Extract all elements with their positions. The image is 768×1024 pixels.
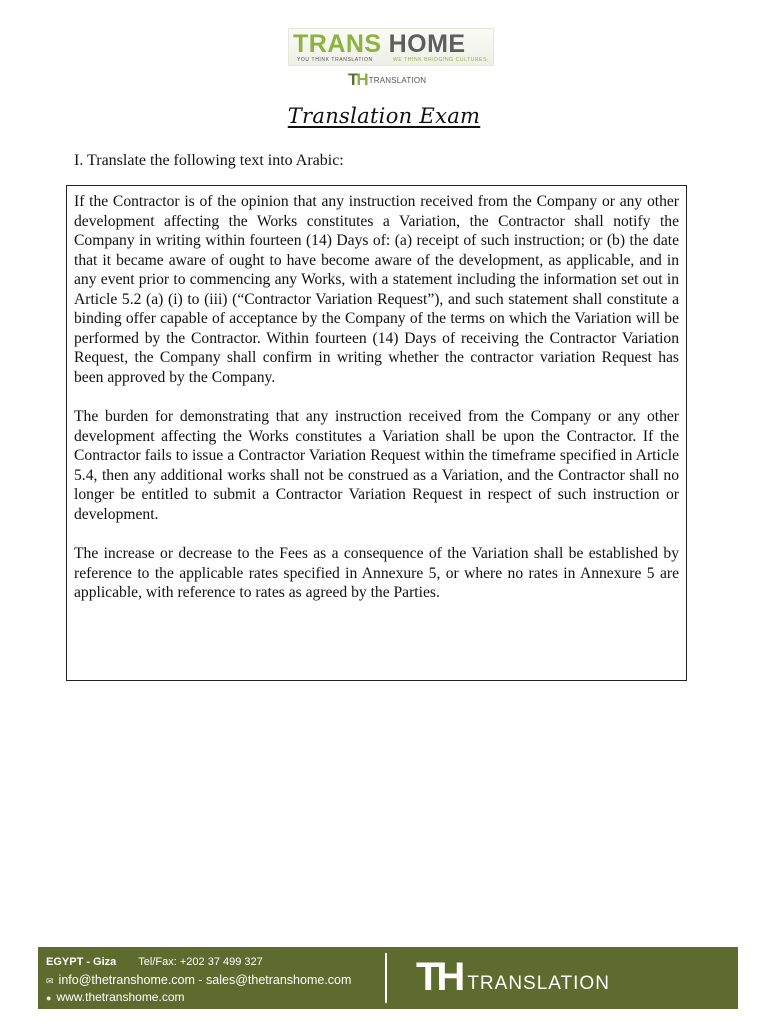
th-mark-h: H xyxy=(356,70,367,89)
footer-website[interactable]: www.thetranshome.com xyxy=(56,990,185,1004)
footer-divider xyxy=(385,953,387,1003)
th-mark-icon xyxy=(348,70,367,89)
company-logo xyxy=(288,28,494,96)
footer-emails[interactable]: info@thetranshome.com - sales@thetranshome.com xyxy=(58,973,352,987)
footer-telfax: Tel/Fax: +202 37 499 327 xyxy=(138,956,263,968)
logo-tagline-left: YOU THINK TRANSLATION xyxy=(297,57,373,63)
source-paragraph-2: The burden for demonstrating that any instruction received from the Company or any other development affecting the Works constitutes a Variation shall be upon the Contractor. If the Contractor fails to issue a Contractor Variation Request within the timeframe specified in Article 5.4, then any additional works shall not be construed as a Variation, and the Contractor shall no longer be entitled to submit a Contractor Variation Request in respect of such instruction or development. xyxy=(74,408,679,523)
logo-tagline-right: WE THINK BRIDGING CULTURES xyxy=(393,57,488,63)
footer-address-line xyxy=(46,956,263,968)
exam-instruction: I. Translate the following text into Arabic: xyxy=(74,152,344,169)
footer-web-line xyxy=(46,990,185,1004)
footer-th-icon: TH xyxy=(416,955,462,999)
logo-banner xyxy=(288,28,494,66)
logo-mark-label: TRANSLATION xyxy=(368,75,427,85)
source-paragraph-3: The increase or decrease to the Fees as a consequence of the Variation shall be established by reference to the applicable rates specified in Annexure 5, or where no rates in Annexure 5 are applicable, with reference to rates as agreed by the Parties. xyxy=(74,545,679,601)
th-mark-t: T xyxy=(348,70,357,89)
logo-mark xyxy=(348,70,426,92)
footer-location: EGYPT - Giza xyxy=(46,956,117,968)
footer-brand-word: TRANSLATION xyxy=(467,973,610,995)
page-footer xyxy=(38,947,738,1009)
envelope-icon: ✉ xyxy=(46,976,54,986)
footer-brand xyxy=(416,957,610,997)
globe-icon: ● xyxy=(46,993,52,1003)
logo-word-trans: TRANS xyxy=(293,30,382,58)
document-title: Translation Exam xyxy=(287,104,481,128)
source-text-box xyxy=(66,185,687,681)
footer-email-line xyxy=(46,973,351,987)
logo-word-home: HOME xyxy=(388,30,466,58)
source-paragraph-1: If the Contractor is of the opinion that any instruction received from the Company or any other development affecting the Works constitutes a Variation, the Contractor shall notify the Company in writing within fourteen (14) Days of: (a) receipt of such instruction; or (b) the date that it became aware of ought to have become aware of the development, as applicable, and in any event prior to commencing any Works, with a statement including the information set out in Article 5.2 (a) (i) to (iii) (“Contractor Variation Request”), and such statement shall constitute a binding offer capable of acceptance by the Company of the terms on which the Variation will be performed by the Contractor. Within fourteen (14) Days of receiving the Contractor Variation Request, the Company shall confirm in writing whether the contractor variation Request has been approved by the Company. xyxy=(74,193,679,386)
logo-wordmark xyxy=(293,31,466,57)
